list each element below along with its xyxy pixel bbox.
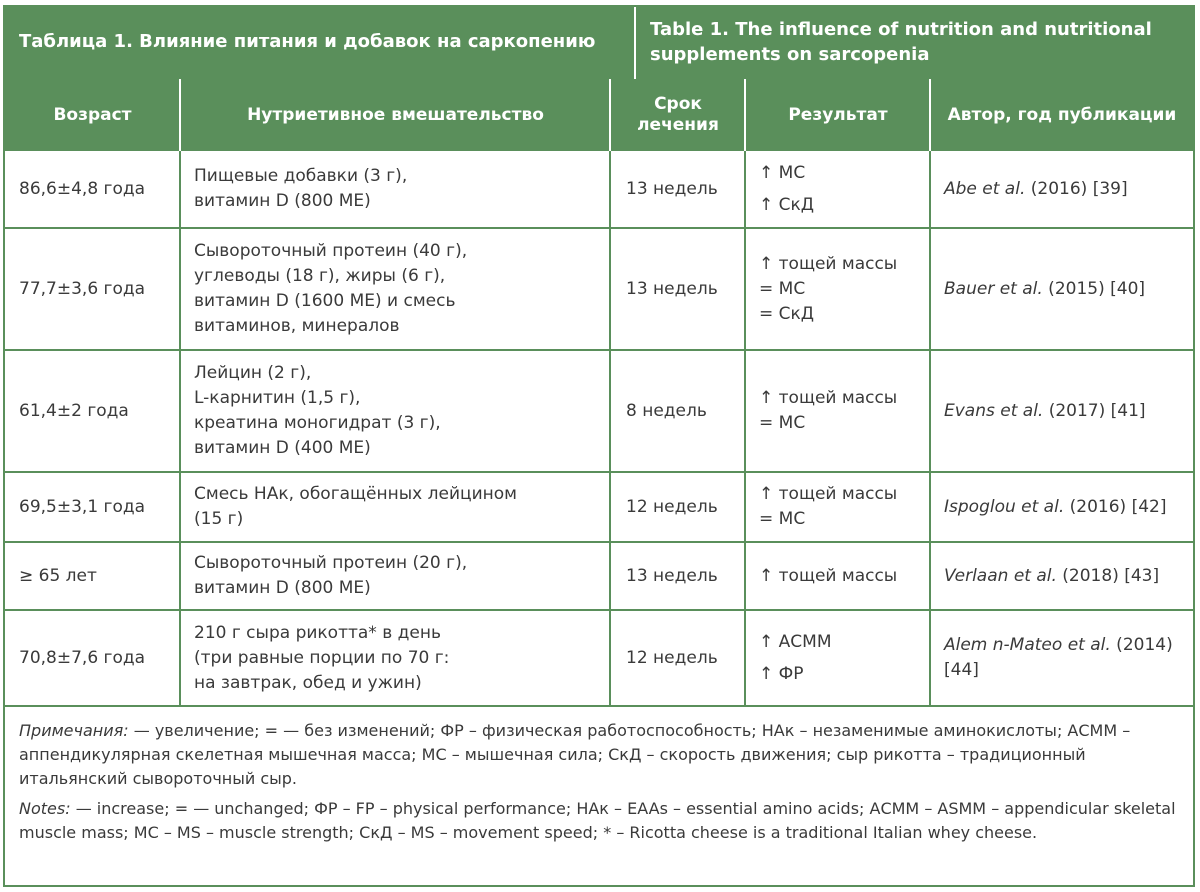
caption-ru: Таблица 1. Влияние питания и добавок на саркопению [19,31,596,52]
table-header-row [5,79,1193,151]
table-frame [3,5,1195,887]
column-divider [929,351,931,471]
column-divider [179,611,181,705]
cell-age: ≥ 65 лет [19,565,97,586]
column-divider [929,473,931,541]
cell-result [745,611,930,705]
column-divider [744,351,746,471]
intervention-line: Смесь НАк, обогащённых лейцином [194,484,517,504]
intervention-line: витамин D (400 МЕ) [194,438,371,458]
caption-en: Table 1. The influence of nutrition and nutritional supplements on sarcopenia [650,19,1152,65]
cell-intervention [180,611,610,705]
column-divider [744,543,746,609]
notes-ru-lead: Примечания: [19,721,129,740]
column-divider [609,351,611,471]
cell-duration: 12 недель [626,496,718,517]
result-line: = МС [759,278,806,299]
intervention-line: витамин D (800 МЕ) [194,191,371,211]
cell-author [930,473,1193,541]
cell-author [930,543,1193,609]
cell-author [930,229,1193,349]
cell-intervention [180,351,610,471]
column-divider [929,611,931,705]
column-divider [609,543,611,609]
author-ref: (2017) [41] [1043,400,1146,421]
cell-intervention [180,151,610,227]
cell-age: 70,8±7,6 года [19,647,146,668]
intervention-line: Сывороточный протеин (40 г), [194,241,468,261]
column-divider [744,473,746,541]
cell-result [745,229,930,349]
notes-en-text: — increase; = — unchanged; ФР – FP – physical performance; НАк – EAAs – essential amino acids; АСММ – ASMM – appendicular skeletal muscle mass; МС – MS – muscle strength; СкД – MS – movement speed; * – Ricotta cheese is a traditional Italian whey cheese. [19,799,1176,842]
author-name: Verlaan et al. [944,565,1057,586]
cell-result [745,473,930,541]
author-ref: (2015) [40] [1042,278,1146,299]
header-age: Возраст [53,104,132,125]
result-line: ↑ тощей массы [759,565,898,586]
header-author: Автор, год публикации [947,104,1177,125]
cell-age: 61,4±2 года [19,400,129,421]
column-divider [744,229,746,349]
cell-result [745,151,930,227]
result-line: ↑ СкД [759,195,815,215]
header-intervention: Нутриетивное вмешательство [247,104,544,125]
notes-en [19,797,1181,845]
column-divider [609,229,611,349]
intervention-line: витамин D (800 МЕ) [194,578,371,598]
result-line: = МС [759,413,806,433]
result-line: = МС [759,509,806,529]
column-divider [179,543,181,609]
intervention-line: (три равные порции по 70 г: [194,647,450,668]
column-divider [929,151,931,227]
table-row [5,473,1193,543]
table-row [5,229,1193,351]
intervention-line: углеводы (18 г), жиры (6 г), [194,266,446,286]
cell-result [745,351,930,471]
result-line: ↑ тощей массы [759,388,898,408]
cell-duration: 8 недель [626,400,707,421]
author-ref: (2016) [42] [1064,496,1167,517]
cell-age: 69,5±3,1 года [19,496,146,517]
author-ref: (2014) [44] [944,635,1173,680]
cell-result [745,543,930,609]
author-ref: (2016) [39] [1025,178,1128,199]
table-row [5,151,1193,229]
author-name: Ispoglou et al. [944,496,1065,517]
table-caption [5,7,1193,79]
cell-intervention [180,473,610,541]
author-name: Alem n-Mateo et al. [944,635,1111,655]
notes-en-lead: Notes: [19,799,71,818]
cell-age: 77,7±3,6 года [19,278,146,299]
intervention-line: на завтрак, обед и ужин) [194,672,422,693]
cell-duration: 12 недель [626,647,718,668]
intervention-line: креатина моногидрат (3 г), [194,413,441,433]
column-divider [929,543,931,609]
intervention-line: Пищевые добавки (3 г), [194,166,408,186]
intervention-line: Лейцин (2 г), [194,363,312,383]
result-line: = СкД [759,303,815,324]
author-ref: (2018) [43] [1056,565,1160,586]
cell-duration: 13 недель [626,178,718,199]
column-divider [179,473,181,541]
author-name: Bauer et al. [944,278,1043,299]
result-line: ↑ АСММ [759,632,832,652]
intervention-line: витаминов, минералов [194,316,400,336]
column-divider [609,611,611,705]
result-line: ↑ МС [759,163,806,183]
column-divider [744,151,746,227]
cell-intervention [180,229,610,349]
table-row [5,611,1193,707]
intervention-line: витамин D (1600 МЕ) и смесь [194,291,456,311]
table-notes [5,707,1193,851]
author-name: Abe et al. [944,178,1026,199]
column-divider [179,351,181,471]
result-line: ↑ тощей массы [759,484,898,504]
column-divider [609,473,611,541]
intervention-line: L-карнитин (1,5 г), [194,388,361,408]
cell-intervention [180,543,610,609]
intervention-line: 210 г сыра рикотта* в день [194,622,441,643]
cell-duration: 13 недель [626,565,718,586]
cell-author [930,151,1193,227]
author-name: Evans et al. [944,400,1044,421]
column-divider [929,229,931,349]
cell-duration: 13 недель [626,278,718,299]
cell-age: 86,6±4,8 года [19,178,146,199]
intervention-line: (15 г) [194,509,244,529]
header-duration [611,79,745,151]
result-line: ↑ ФР [759,664,804,684]
column-divider [179,229,181,349]
cell-author [930,351,1193,471]
table-row [5,543,1193,611]
column-divider [609,151,611,227]
notes-ru [19,719,1181,791]
column-divider [179,151,181,227]
caption-divider [634,7,636,79]
table-row [5,351,1193,473]
column-divider [744,611,746,705]
header-duration-label: Срок лечения [637,94,719,135]
result-line: ↑ тощей массы [759,253,898,274]
cell-author [930,611,1193,705]
notes-ru-text: — увеличение; = — без изменений; ФР – физическая работоспособность; НАк – незаменимые аминокислоты; АСММ – аппендикулярная скелетная мышечная масса; МС – мышечная сила; СкД – скорость движения; сыр рикотта – традиционный итальянский сывороточный сыр. [19,721,1131,788]
intervention-line: Сывороточный протеин (20 г), [194,553,468,573]
header-result: Результат [788,104,888,125]
